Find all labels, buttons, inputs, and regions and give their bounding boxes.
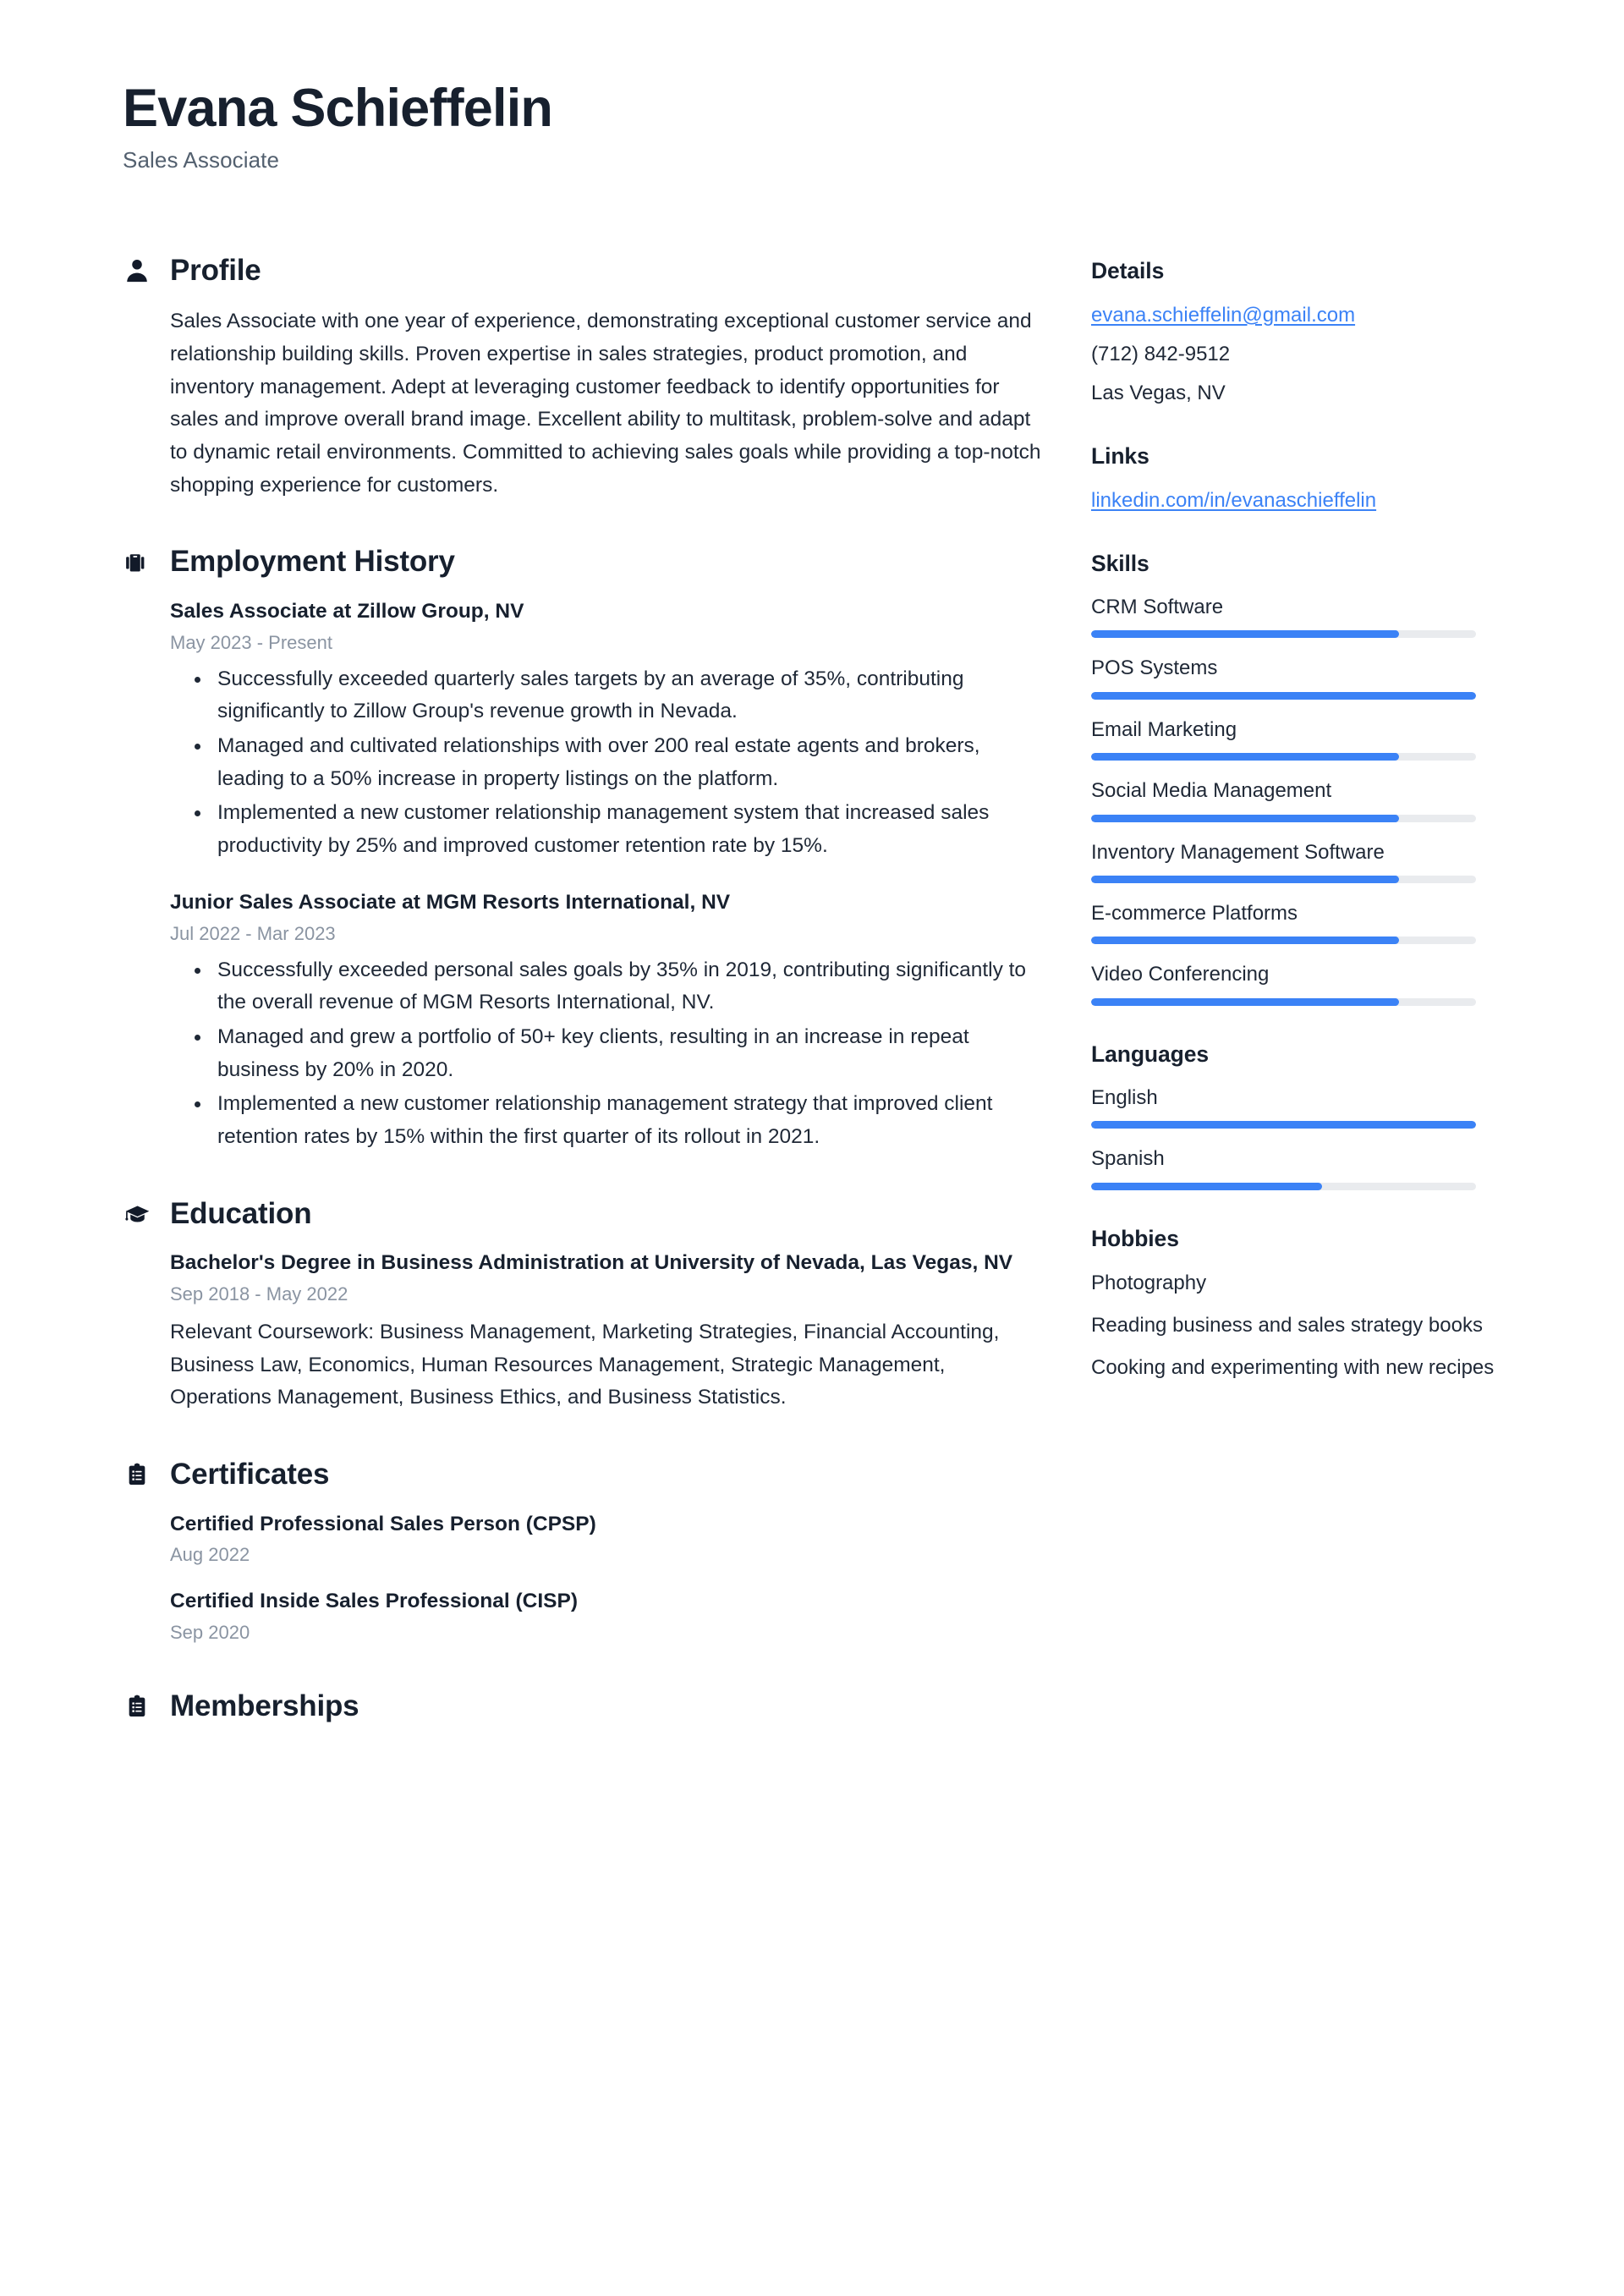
language-label: Spanish: [1091, 1147, 1165, 1171]
language-meter-track: [1091, 1121, 1476, 1129]
certificate-date: Aug 2022: [170, 1544, 250, 1566]
skill-meter-track: [1091, 998, 1476, 1006]
skill-label: CRM Software: [1091, 596, 1224, 619]
certificate-title: Certified Professional Sales Person (CPSP): [170, 1512, 596, 1535]
skill-meter-track: [1091, 692, 1476, 700]
section-memberships-title: Memberships: [170, 1689, 359, 1722]
skill-meter-track: [1091, 876, 1476, 883]
sidebar-skills: [1091, 551, 1497, 1006]
skill-row: [1091, 777, 1497, 821]
section-profile-title: Profile: [170, 253, 261, 287]
employment-entry: [170, 888, 1045, 1154]
section-certificates: [123, 1458, 1045, 1646]
hobby-item: Reading business and sales strategy books: [1091, 1313, 1483, 1337]
section-employment-title: Employment History: [170, 545, 455, 579]
skill-meter-track: [1091, 753, 1476, 761]
certificate-date: Sep 2020: [170, 1622, 250, 1643]
email-link[interactable]: evana.schieffelin@gmail.com: [1091, 303, 1356, 327]
skill-label: POS Systems: [1091, 656, 1218, 680]
education-entry-date: Sep 2018 - May 2022: [170, 1283, 348, 1305]
clipboard-icon: [123, 1460, 151, 1489]
skill-label: E-commerce Platforms: [1091, 902, 1298, 926]
section-profile-body: [123, 305, 1045, 502]
certificate-title: Certified Inside Sales Professional (CISP): [170, 1590, 578, 1613]
skill-label: Inventory Management Software: [1091, 840, 1385, 864]
skill-meter-fill: [1091, 815, 1399, 822]
section-employment: [123, 546, 1045, 1153]
hobby-item: Cooking and experimenting with new recipes: [1091, 1355, 1495, 1379]
section-education-header: [123, 1198, 1045, 1231]
sidebar-languages: [1091, 1041, 1497, 1190]
section-education-body: [123, 1249, 1045, 1414]
sidebar-details: [1091, 258, 1497, 408]
education-entry-description: Relevant Coursework: Business Management, Marketing Strategies, Financial Accounting, Business Law, Economics, Human Resources Management, Strategic Management, Operations Management, Business Ethics, and Business Statistics.: [170, 1320, 1000, 1409]
language-meter-track: [1091, 1183, 1476, 1190]
skill-row: [1091, 655, 1497, 699]
hobby-item: Photography: [1091, 1271, 1207, 1294]
skill-row: [1091, 900, 1497, 944]
sidebar-hobbies: [1091, 1226, 1497, 1382]
section-memberships-header: [123, 1690, 1045, 1723]
list-item: Managed and grew a portfolio of 50+ key clients, resulting in an increase in repeat business by 20% in 2020.: [170, 1021, 1045, 1086]
skill-meter-fill: [1091, 630, 1399, 638]
skill-row: [1091, 839, 1497, 883]
skill-label: Video Conferencing: [1091, 963, 1270, 986]
skill-meter-track: [1091, 937, 1476, 944]
skill-meter-fill: [1091, 753, 1399, 761]
employment-entry-bullets: [170, 954, 1045, 1154]
linkedin-link[interactable]: linkedin.com/in/evanaschieffelin: [1091, 489, 1377, 512]
section-certificates-body: [123, 1510, 1045, 1646]
sidebar-details-title: Details: [1091, 257, 1165, 283]
sidebar-hobbies-title: Hobbies: [1091, 1225, 1179, 1251]
language-meter-fill: [1091, 1183, 1322, 1190]
detail-location: Las Vegas, NV: [1091, 381, 1226, 404]
person-icon: [123, 256, 151, 285]
section-certificates-header: [123, 1458, 1045, 1491]
list-item: Implemented a new customer relationship management strategy that improved client retention rates by 15% within the first quarter of its rollout in 2021.: [170, 1088, 1045, 1153]
link-row: [1091, 486, 1497, 515]
section-profile: [123, 255, 1045, 503]
section-certificates-title: Certificates: [170, 1458, 330, 1491]
education-entry-title: Bachelor's Degree in Business Administration at University of Nevada, Las Vegas, NV: [170, 1251, 1013, 1275]
section-education-title: Education: [170, 1196, 312, 1230]
candidate-job-title: Sales Associate: [123, 146, 280, 173]
skill-meter-track: [1091, 815, 1476, 822]
skill-label: Email Marketing: [1091, 717, 1237, 741]
certificate-entry: [170, 1510, 1045, 1569]
skill-row: [1091, 717, 1497, 761]
section-education: [123, 1198, 1045, 1414]
skill-label: Social Media Management: [1091, 779, 1332, 803]
list-item: Successfully exceeded personal sales goals by 35% in 2019, contributing significantly to the overall revenue of MGM Resorts International, NV.: [170, 954, 1045, 1019]
briefcase-icon: [123, 548, 151, 577]
sidebar-column: [1091, 255, 1497, 1382]
employment-entry-title: Sales Associate at Zillow Group, NV: [170, 599, 524, 623]
resume-columns: [123, 255, 1497, 1723]
skill-meter-fill: [1091, 692, 1476, 700]
skill-row: [1091, 594, 1497, 638]
section-profile-header: [123, 255, 1045, 288]
sidebar-links: [1091, 443, 1497, 515]
main-column: [123, 255, 1045, 1723]
language-row: [1091, 1085, 1497, 1129]
sidebar-languages-title: Languages: [1091, 1041, 1209, 1067]
language-label: English: [1091, 1085, 1158, 1109]
resume-header: [123, 80, 1497, 173]
sidebar-links-title: Links: [1091, 443, 1149, 469]
language-meter-fill: [1091, 1121, 1476, 1129]
employment-entry: [170, 597, 1045, 863]
section-employment-header: [123, 546, 1045, 579]
skill-meter-fill: [1091, 876, 1399, 883]
employment-entry-title: Junior Sales Associate at MGM Resorts International, NV: [170, 890, 731, 914]
employment-entry-date: Jul 2022 - Mar 2023: [170, 922, 336, 944]
education-entry: [170, 1249, 1045, 1414]
certificate-entry: [170, 1587, 1045, 1646]
candidate-name: Evana Schieffelin: [123, 79, 553, 138]
sidebar-skills-title: Skills: [1091, 551, 1149, 577]
graduation-cap-icon: [123, 1200, 151, 1228]
language-row: [1091, 1145, 1497, 1189]
detail-phone: (712) 842-9512: [1091, 342, 1231, 365]
section-memberships: [123, 1690, 1045, 1723]
skill-meter-track: [1091, 630, 1476, 638]
employment-entry-bullets: [170, 663, 1045, 863]
employment-entry-date: May 2023 - Present: [170, 631, 332, 653]
skill-row: [1091, 961, 1497, 1005]
list-item: Implemented a new customer relationship management system that increased sales productivity by 25% and improved customer retention rate by 15%.: [170, 797, 1045, 862]
skill-meter-fill: [1091, 998, 1399, 1006]
detail-email: [1091, 301, 1497, 330]
list-item: Managed and cultivated relationships with over 200 real estate agents and brokers, leading to a 50% increase in property listings on the platform.: [170, 730, 1045, 795]
list-item: Successfully exceeded quarterly sales targets by an average of 35%, contributing significantly to Zillow Group's revenue growth in Nevada.: [170, 663, 1045, 728]
section-employment-body: [123, 597, 1045, 1154]
clipboard-icon: [123, 1692, 151, 1721]
skill-meter-fill: [1091, 937, 1399, 944]
profile-text: Sales Associate with one year of experience, demonstrating exceptional customer service and relationship building skills. Proven expertise in sales strategies, product promotion, and inventory management. Adept at leveraging customer feedback to identify opportunities for sales and improve overall brand image. Excellent ability to multitask, problem-solve and adapt to dynamic retail environments. Committed to achieving sales goals while providing a top-notch shopping experience for customers.: [170, 310, 1041, 497]
